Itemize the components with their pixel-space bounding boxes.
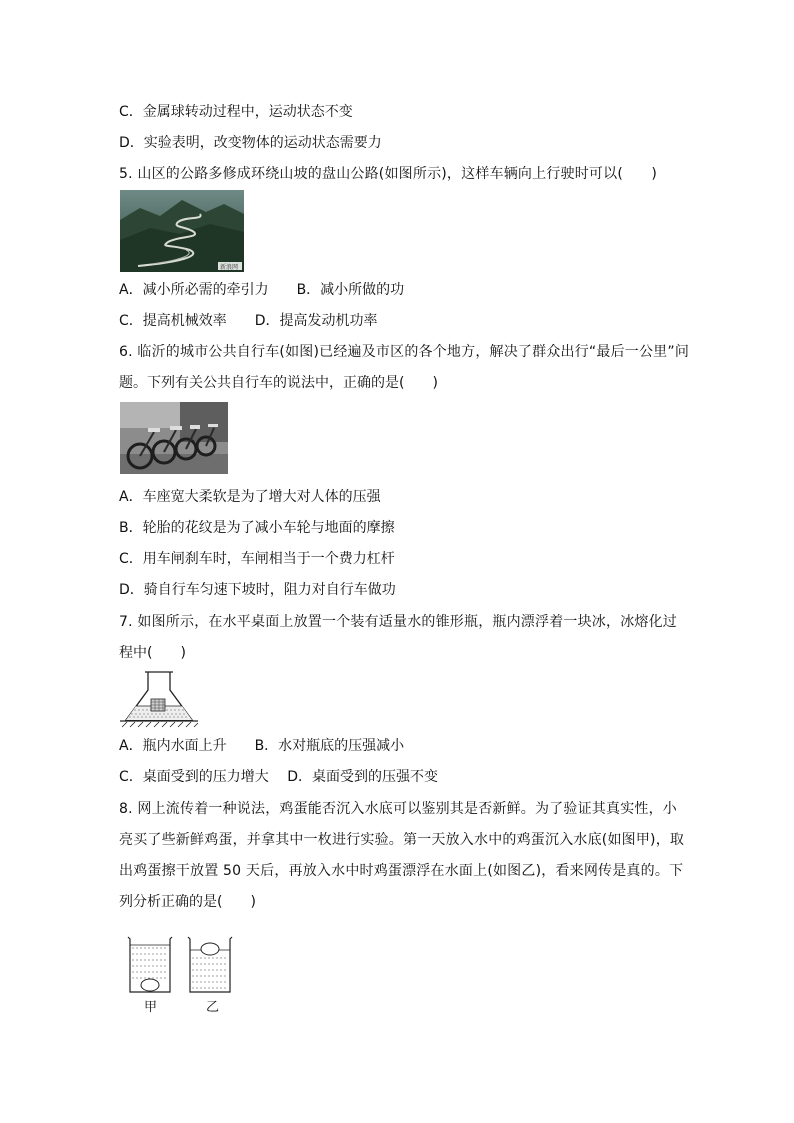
photo-watermark: 新浪网: [220, 264, 239, 271]
q8-stem-line1: 8. 网上流传着一种说法，鸡蛋能否沉入水底可以鉴别其是否新鲜。为了验证其真实性，小: [119, 801, 678, 817]
bicycle-photo: [120, 402, 228, 474]
q6-option-b: B．轮胎的花纹是为了减小车轮与地面的摩擦: [119, 520, 395, 536]
label-yi: 乙: [206, 1000, 220, 1015]
mountain-road-photo: [120, 190, 244, 272]
q7-stem-line1: 7. 如图所示，在水平桌面上放置一个装有适量水的锥形瓶，瓶内漂浮着一块冰，冰熔化过: [119, 614, 678, 630]
q6-stem-line1: 6. 临沂的城市公共自行车(如图)已经遍及市区的各个地方，解决了群众出行“最后一公里”问: [119, 344, 690, 360]
q8-stem-line2: 亮买了些新鲜鸡蛋，并拿其中一枚进行实验。第一天放入水中的鸡蛋沉入水底(如图甲)，取: [119, 832, 685, 848]
q4-option-d: D．实验表明，改变物体的运动状态需要力: [119, 135, 382, 151]
q8-stem-line3: 出鸡蛋擦干放置 50 天后，再放入水中时鸡蛋漂浮在水面上(如图乙)，看来网传是真的。下: [119, 863, 684, 879]
q7-options-row2: C．桌面受到的压力增大 D．桌面受到的压强不变: [119, 769, 439, 785]
label-jia: 甲: [144, 1000, 158, 1015]
q4-option-c: C．金属球转动过程中，运动状态不变: [119, 104, 353, 120]
egg-beakers-diagram: [126, 936, 236, 994]
q8-stem-line4: 列分析正确的是( ): [119, 894, 256, 910]
conical-flask-diagram: [118, 668, 200, 728]
q7-options-row1: A．瓶内水面上升 B．水对瓶底的压强减小: [119, 738, 405, 754]
q5-options-row2: C．提高机械效率 D．提高发动机功率: [119, 313, 378, 329]
q6-option-a: A．车座宽大柔软是为了增大对人体的压强: [119, 489, 381, 505]
q5-stem: 5. 山区的公路多修成环绕山坡的盘山公路(如图所示)，这样车辆向上行驶时可以( ): [119, 166, 658, 182]
q6-stem-line2: 题。下列有关公共自行车的说法中，正确的是( ): [119, 375, 438, 391]
q6-option-c: C．用车闸刹车时，车闸相当于一个费力杠杆: [119, 551, 395, 567]
q5-options-row1: A．减小所必需的牵引力 B．减小所做的功: [119, 282, 405, 298]
q6-option-d: D．骑自行车匀速下坡时，阻力对自行车做功: [119, 582, 396, 598]
q7-stem-line2: 程中( ): [119, 645, 186, 661]
